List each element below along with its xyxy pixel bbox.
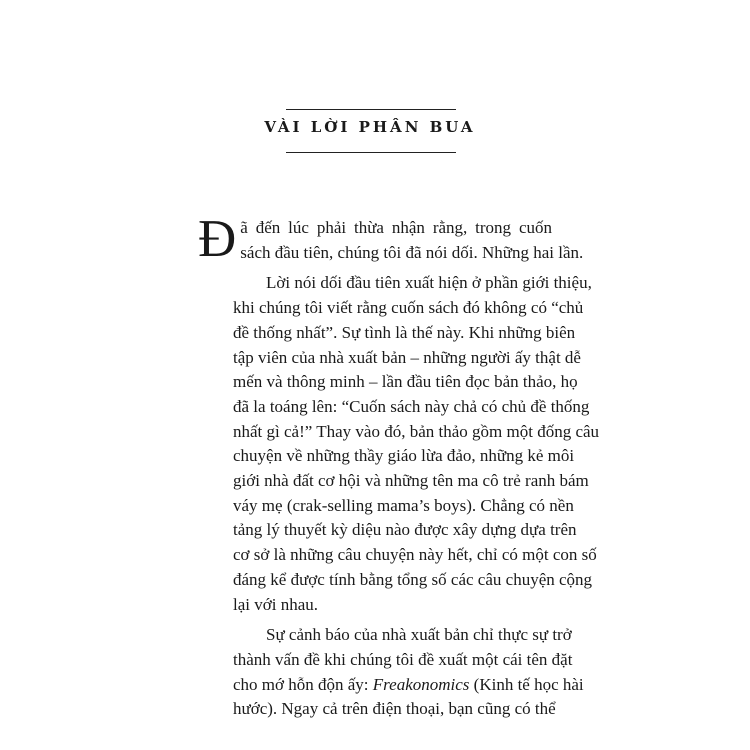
title-top-rule xyxy=(286,109,456,110)
text-line: khi chúng tôi viết rằng cuốn sách đó không có “chủ xyxy=(233,298,584,318)
text-line: Lời nói dối đầu tiên xuất hiện ở phần giới thiệu, xyxy=(266,273,592,293)
text-line: tập viên của nhà xuất bản – những người ấy thật dễ xyxy=(233,347,581,367)
text-line: Sự cảnh báo của nhà xuất bản chỉ thực sự trở xyxy=(266,625,572,645)
text-line: nhất gì cả!” Thay vào đó, bản thảo gồm một đống câu xyxy=(233,421,600,441)
text-line: sách đầu tiên, chúng tôi đã nói dối. Những hai lần. xyxy=(240,242,584,262)
text-line: cho mớ hỗn độn ấy: Freakonomics (Kinh tế học hài xyxy=(233,674,584,694)
chapter-title: VÀI LỜI PHÂN BUA xyxy=(264,118,476,136)
text-line: chuyện về những thầy giáo lừa đảo, những kẻ môi xyxy=(233,446,575,466)
text-line: giới nhà đất cơ hội và những tên ma cô trẻ ranh bám xyxy=(233,471,589,491)
text-line: ã đến lúc phải thừa nhận rằng, trong cuốn xyxy=(240,218,552,237)
text-line: thành vấn đề khi chúng tôi đề xuất một cái tên đặt xyxy=(233,649,573,669)
book-title-italic: Freakonomics xyxy=(372,674,470,694)
text-line: đã la toáng lên: “Cuốn sách này chả có chủ đề thống xyxy=(233,396,590,416)
title-bottom-rule xyxy=(286,152,456,153)
text-line: váy mẹ (crak-selling mama’s boys). Chẳng có nền xyxy=(233,495,574,515)
text-line: đáng kể được tính bằng tổng số các câu chuyện cộng xyxy=(233,569,593,589)
text-line: mến và thông minh – lần đầu tiên đọc bản thảo, họ xyxy=(233,372,578,392)
paragraph-1 xyxy=(198,210,584,268)
paragraph-3 xyxy=(200,623,584,722)
text-line: đề thống nhất”. Sự tình là thế này. Khi những biên xyxy=(233,322,576,342)
text-line: tảng lý thuyết kỳ diệu nào được xây dựng dựa trên xyxy=(233,520,577,540)
text-line: hước). Ngay cả trên điện thoại, bạn cũng có thể xyxy=(233,699,556,719)
paragraph-2 xyxy=(200,271,600,617)
body-text xyxy=(198,210,600,722)
drop-cap: Đ xyxy=(198,210,237,268)
text-line: lại với nhau. xyxy=(233,594,318,614)
text-line: cơ sở là những câu chuyện này hết, chỉ có một con số xyxy=(233,545,597,565)
